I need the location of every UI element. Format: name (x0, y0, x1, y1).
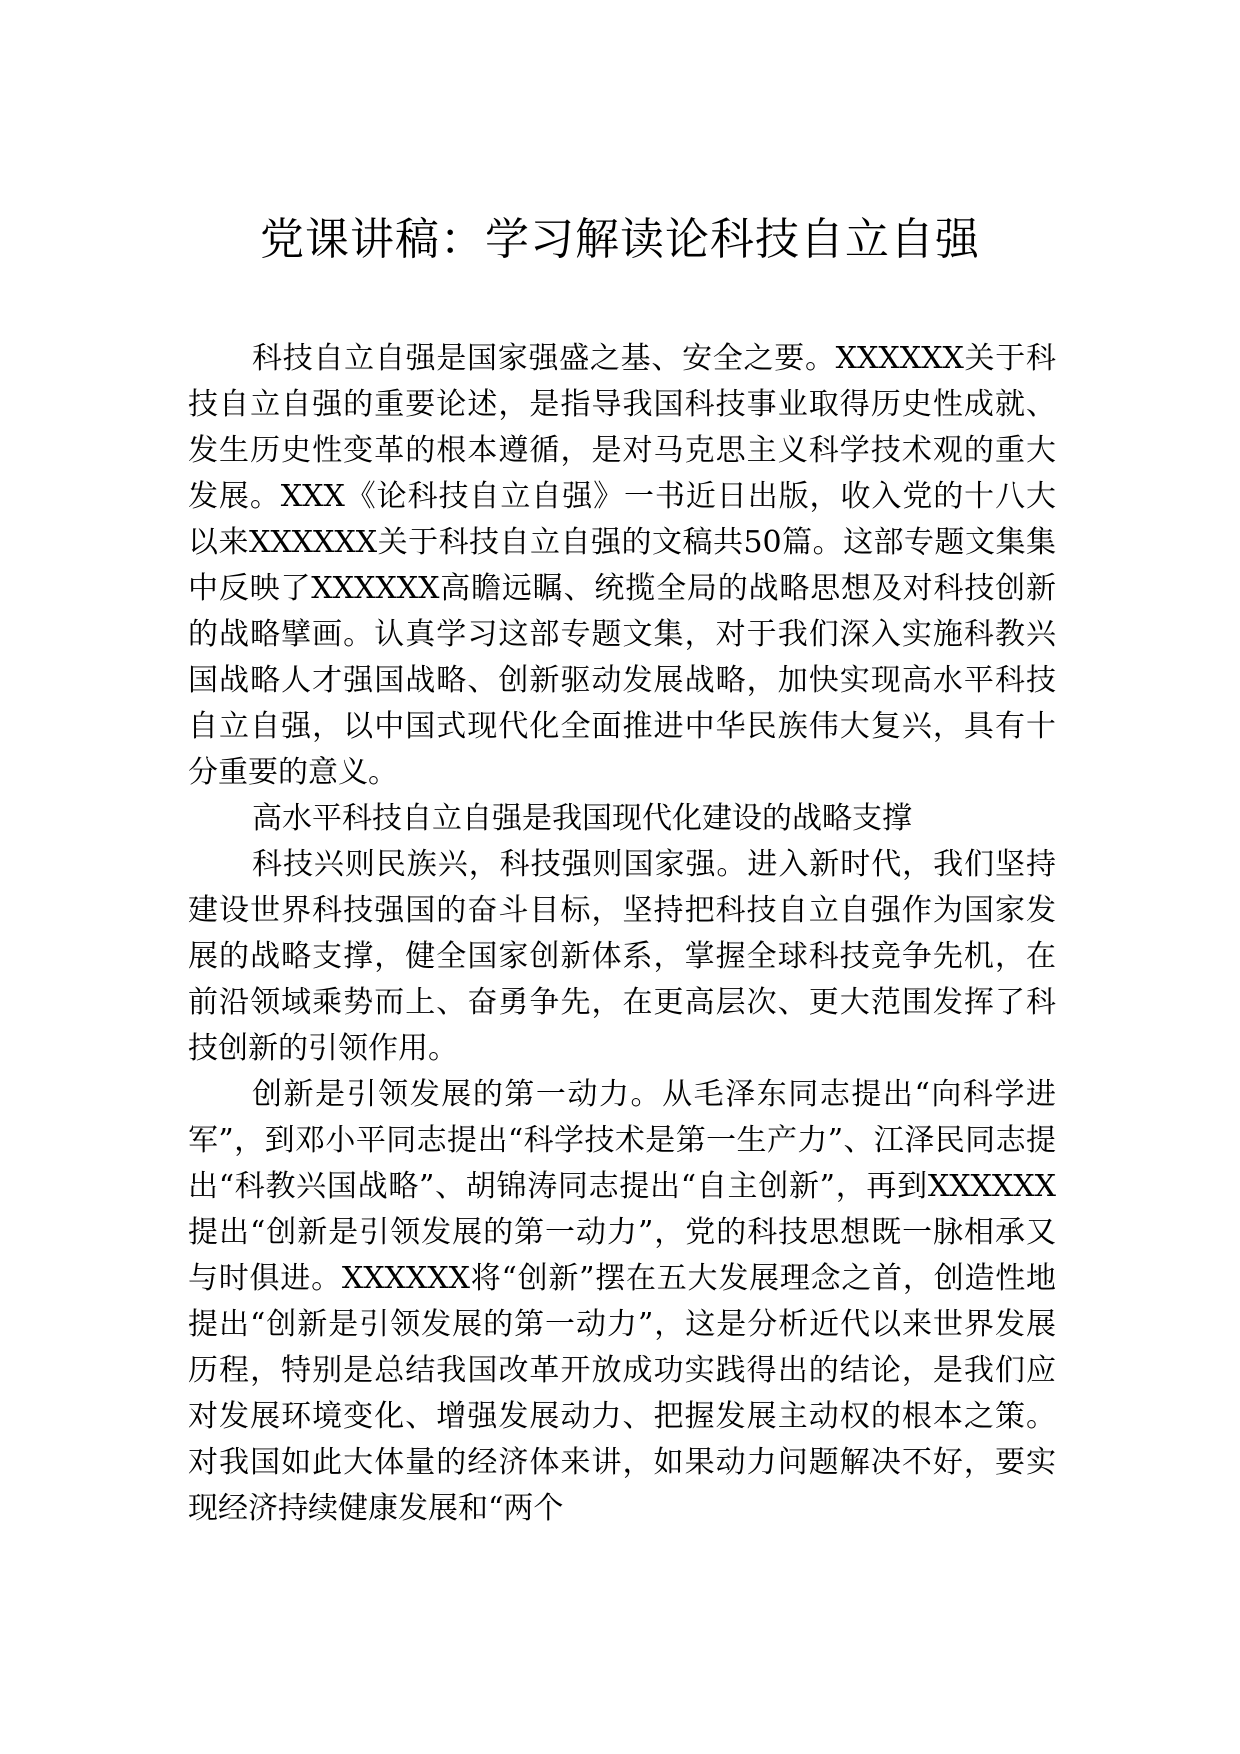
document-body (188, 336, 1056, 1532)
paragraph-innovation: 创新是引领发展的第一动力。从毛泽东同志提出“向科学进军”，到邓小平同志提出“科学技术是第一生产力”、江泽民同志提出“科教兴国战略”、胡锦涛同志提出“自主创新”，再到XXXXXX提出“创新是引领发展的第一动力”，党的科技思想既一脉相承又与时俱进。XXXXXX将“创新”摆在五大发展理念之首，创造性地提出“创新是引领发展的第一动力”，这是分析近代以来世界发展历程，特别是总结我国改革开放成功实践得出的结论，是我们应对发展环境变化、增强发展动力、把握发展主动权的根本之策。对我国如此大体量的经济体来讲，如果动力问题解决不好，要实现经济持续健康发展和“两个 (188, 1077, 1056, 1526)
paragraph-intro: 科技自立自强是国家强盛之基、安全之要。XXXXXX关于科技自立自强的重要论述，是指导我国科技事业取得历史性成就、发生历史性变革的根本遵循，是对马克思主义科学技术观的重大发展。XXX《论科技自立自强》一书近日出版，收入党的十八大以来XXXXXX关于科技自立自强的文稿共50篇。这部专题文集集中反映了XXXXXX高瞻远瞩、统揽全局的战略思想及对科技创新的战略擘画。认真学习这部专题文集，对于我们深入实施科教兴国战略人才强国战略、创新驱动发展战略，加快实现高水平科技自立自强，以中国式现代化全面推进中华民族伟大复兴，具有十分重要的意义。 (188, 341, 1056, 790)
paragraph-new-era: 科技兴则民族兴，科技强则国家强。进入新时代，我们坚持建设世界科技强国的奋斗目标，坚持把科技自立自强作为国家发展的战略支撑，健全国家创新体系，掌握全球科技竞争先机，在前沿领域乘势而上、奋勇争先，在更高层次、更大范围发挥了科技创新的引领作用。 (188, 847, 1056, 1066)
page-title: 党课讲稿：学习解读论科技自立自强 (260, 214, 980, 265)
section-heading: 高水平科技自立自强是我国现代化建设的战略支撑 (252, 801, 912, 836)
